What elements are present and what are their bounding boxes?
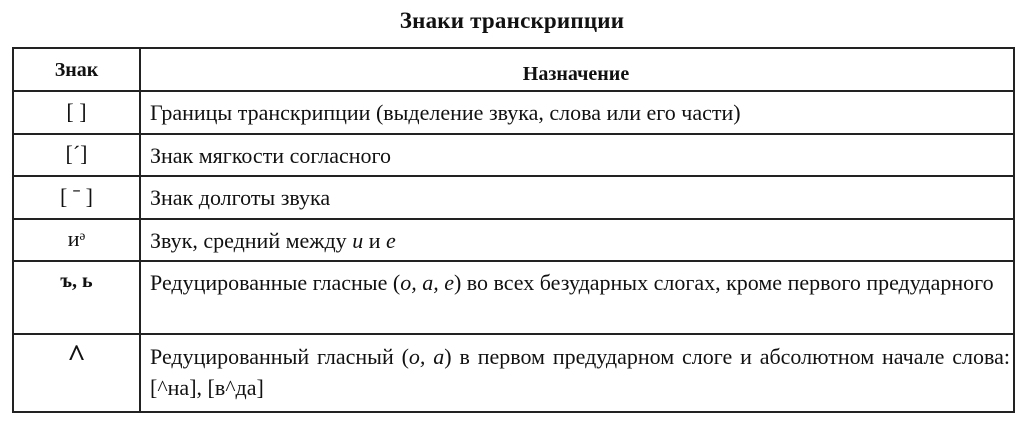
row-sign: ^ <box>67 337 86 373</box>
table-header-row <box>14 49 1013 92</box>
row-sign: [´] <box>65 141 88 166</box>
row-sign: ъ, ь <box>60 270 93 292</box>
header-purpose: Назначение <box>522 63 630 85</box>
page-title: Знаки транскрипции <box>399 8 625 33</box>
table-row <box>14 177 1013 220</box>
row-purpose: Знак мягкости согласного <box>150 143 392 168</box>
row-purpose: Редуцированный гласный (о, а) в первом предударном слоге и абсолютном начале слова: [^на], [в^да] <box>150 344 1010 400</box>
row-sign: [ ˉ ] <box>60 184 93 209</box>
row-purpose: Редуцированные гласные (о, а, е) во всех безударных слогах, кроме первого предударного <box>150 270 994 295</box>
row-sign: [ ] <box>66 99 87 124</box>
table-row <box>14 92 1013 135</box>
transcription-table <box>12 47 1015 413</box>
row-sign: иᵊ <box>67 226 86 251</box>
header-sign: Знак <box>54 59 99 81</box>
row-purpose: Звук, средний между и и е <box>150 228 396 253</box>
table-row <box>14 135 1013 177</box>
table-row <box>14 335 1013 411</box>
row-purpose: Знак долготы звука <box>150 185 331 210</box>
row-purpose: Границы транскрипции (выделение звука, слова или его части) <box>150 100 741 125</box>
table-row <box>14 262 1013 335</box>
table-row <box>14 220 1013 262</box>
